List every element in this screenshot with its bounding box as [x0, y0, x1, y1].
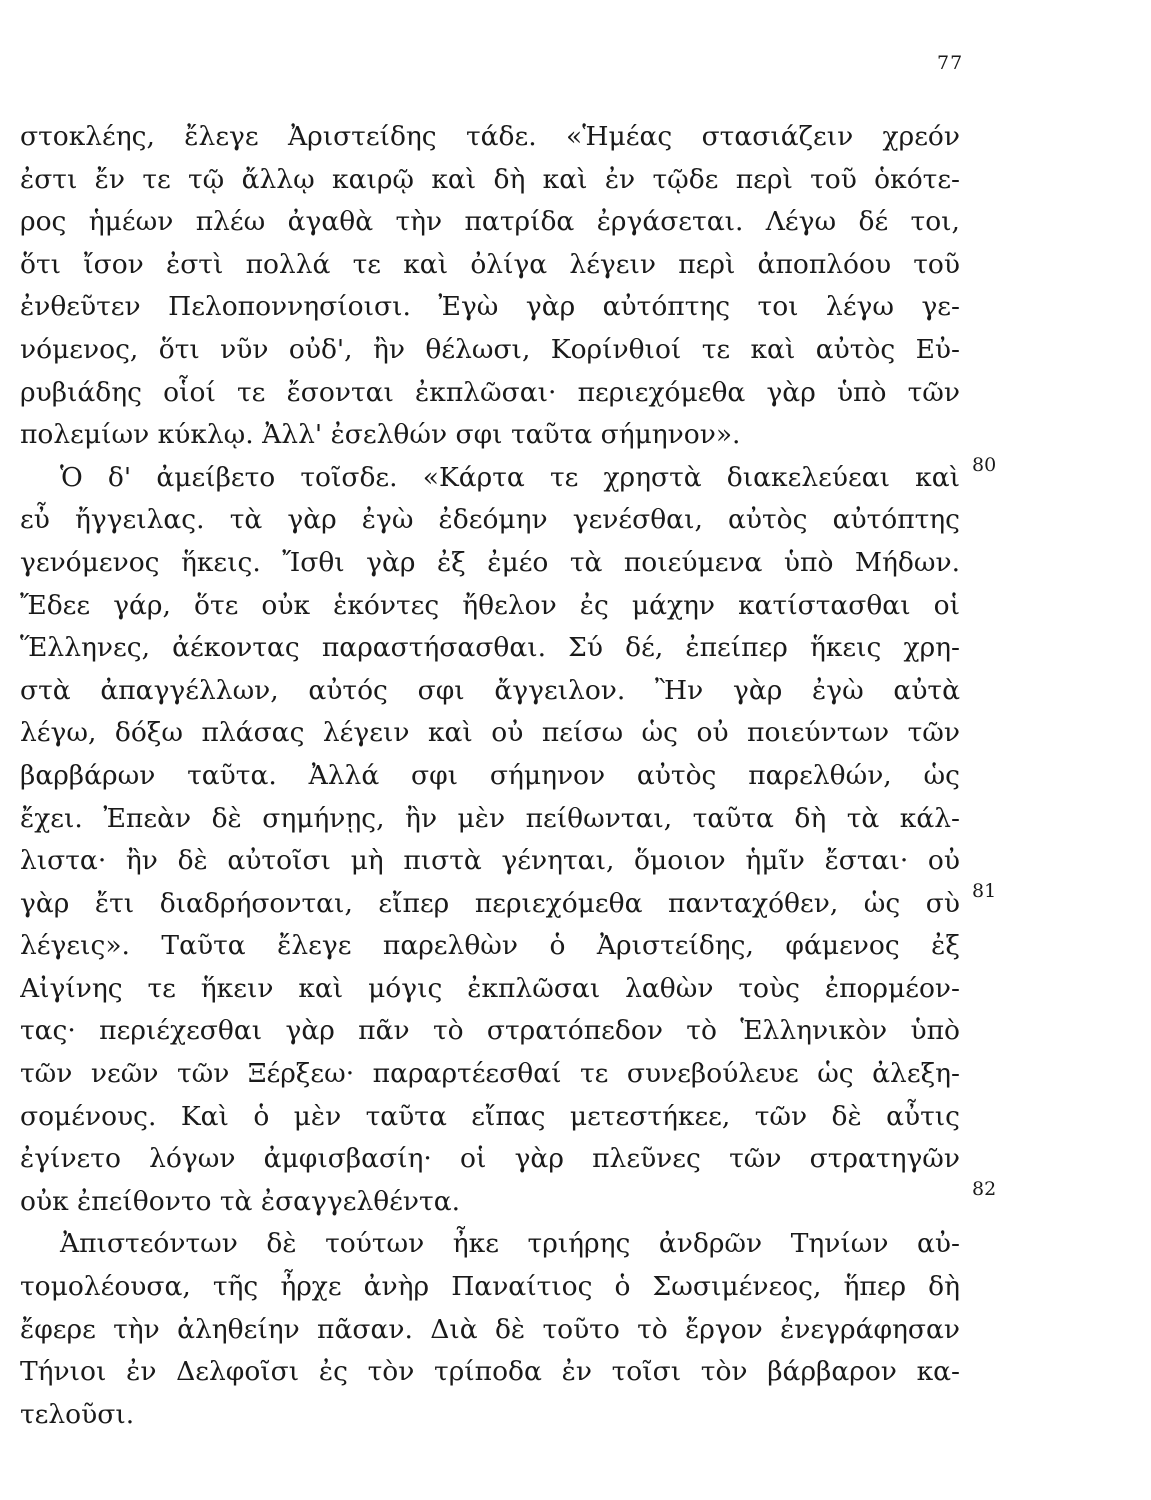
text-line: Ἕλληνες, ἀέκοντας παραστήσασθαι. Σύ δέ, ἐπείπερ ἥκεις χρη-	[20, 632, 960, 664]
text-line: λέγεις». Ταῦτα ἔλεγε παρελθὼν ὁ Ἀριστείδης, φάμενος ἐξ	[20, 930, 960, 962]
text-line: τελοῦσι.	[20, 1398, 135, 1430]
text-line: τας· περιέχεσθαι γὰρ πᾶν τὸ στρατόπεδον τὸ Ἑλληνικὸν ὑπὸ	[20, 1015, 960, 1047]
text-line: λιστα· ἢν δὲ αὐτοῖσι μὴ πιστὰ γένηται, ὅμοιον ἡμῖν ἔσται· οὐ	[20, 845, 960, 877]
text-line: ὅτι ἴσον ἐστὶ πολλά τε καὶ ὀλίγα λέγειν περὶ ἀποπλόου τοῦ	[20, 248, 960, 280]
text-line: σομένους. Καὶ ὁ μὲν ταῦτα εἴπας μετεστήκεε, τῶν δὲ αὖτις	[20, 1100, 960, 1132]
page-number: 77	[937, 52, 964, 74]
text-line: πολεμίων κύκλῳ. Ἀλλ' ἐσελθών σφι ταῦτα σήμηνον».	[20, 419, 741, 451]
text-line: ρος ἡμέων πλέω ἀγαθὰ τὴν πατρίδα ἐργάσεται. Λέγω δέ τοι,	[20, 206, 960, 238]
text-line: βαρβάρων ταῦτα. Ἀλλά σφι σήμηνον αὐτὸς παρελθών, ὡς	[20, 759, 960, 791]
text-line: τῶν νεῶν τῶν Ξέρξεω· παραρτέεσθαί τε συνεβούλευε ὡς ἀλεξη-	[20, 1058, 960, 1090]
text-line: Ἔδεε γάρ, ὅτε οὐκ ἑκόντες ἤθελον ἐς μάχην κατίστασθαι οἱ	[20, 589, 960, 621]
text-line: λέγω, δόξω πλάσας λέγειν καὶ οὐ πείσω ὡς οὐ ποιεύντων τῶν	[20, 717, 960, 749]
text-line: ἐστι ἔν τε τῷ ἄλλῳ καιρῷ καὶ δὴ καὶ ἐν τῷδε περὶ τοῦ ὁκότε-	[20, 163, 960, 195]
paragraph-start-line: Ὁ δ' ἀμείβετο τοῖσδε. «Κάρτα τε χρηστὰ διακελεύεαι καὶ	[60, 461, 960, 493]
paragraph-start-line: Ἀπιστεόντων δὲ τούτων ἦκε τριήρης ἀνδρῶν Τηνίων αὐ-	[60, 1228, 960, 1260]
text-line: νόμενος, ὅτι νῦν οὐδ', ἢν θέλωσι, Κορίνθιοί τε καὶ αὐτὸς Εὐ-	[20, 333, 960, 365]
text-line: ἔφερε τὴν ἀληθείην πᾶσαν. Διὰ δὲ τοῦτο τὸ ἔργον ἐνεγράφησαν	[20, 1313, 960, 1345]
text-line: ἐγίνετο λόγων ἀμφισβασίη· οἱ γὰρ πλεῦνες τῶν στρατηγῶν	[20, 1143, 960, 1175]
body-text	[20, 116, 960, 1436]
text-line: εὖ ἤγγειλας. τὰ γὰρ ἐγὼ ἐδεόμην γενέσθαι, αὐτὸς αὐτόπτης	[20, 504, 960, 536]
text-line: γὰρ ἔτι διαδρήσονται, εἴπερ περιεχόμεθα πανταχόθεν, ὡς σὺ	[20, 887, 960, 919]
text-line: γενόμενος ἥκεις. Ἴσθι γὰρ ἐξ ἐμέο τὰ ποιεύμενα ὑπὸ Μήδων.	[20, 546, 960, 578]
text-line: Τήνιοι ἐν Δελφοῖσι ἐς τὸν τρίποδα ἐν τοῖσι τὸν βάρβαρον κα-	[20, 1356, 960, 1388]
section-number-82: 82	[972, 1178, 997, 1200]
text-line: ρυβιάδης οἷοί τε ἔσονται ἐκπλῶσαι· περιεχόμεθα γὰρ ὑπὸ τῶν	[20, 376, 960, 408]
section-number-81: 81	[972, 880, 997, 902]
text-line: τομολέουσα, τῆς ἦρχε ἀνὴρ Παναίτιος ὁ Σωσιμένεος, ἥπερ δὴ	[20, 1271, 960, 1303]
text-line: Αἰγίνης τε ἥκειν καὶ μόγις ἐκπλῶσαι λαθὼν τοὺς ἐπορμέον-	[20, 972, 960, 1004]
text-line: στοκλέης, ἔλεγε Ἀριστείδης τάδε. «Ἡμέας στασιάζειν χρεόν	[20, 121, 960, 152]
section-number-80: 80	[972, 454, 997, 476]
text-line: οὐκ ἐπείθοντο τὰ ἐσαγγελθέντα.	[20, 1185, 461, 1217]
text-line: ἔχει. Ἐπεὰν δὲ σημήνῃς, ἢν μὲν πείθωνται, ταῦτα δὴ τὰ κάλ-	[20, 802, 960, 834]
text-line: ἐνθεῦτεν Πελοποννησίοισι. Ἐγὼ γὰρ αὐτόπτης τοι λέγω γε-	[20, 291, 960, 323]
text-line: στὰ ἀπαγγέλλων, αὐτός σφι ἄγγειλον. Ἢν γὰρ ἐγὼ αὐτὰ	[20, 674, 960, 706]
